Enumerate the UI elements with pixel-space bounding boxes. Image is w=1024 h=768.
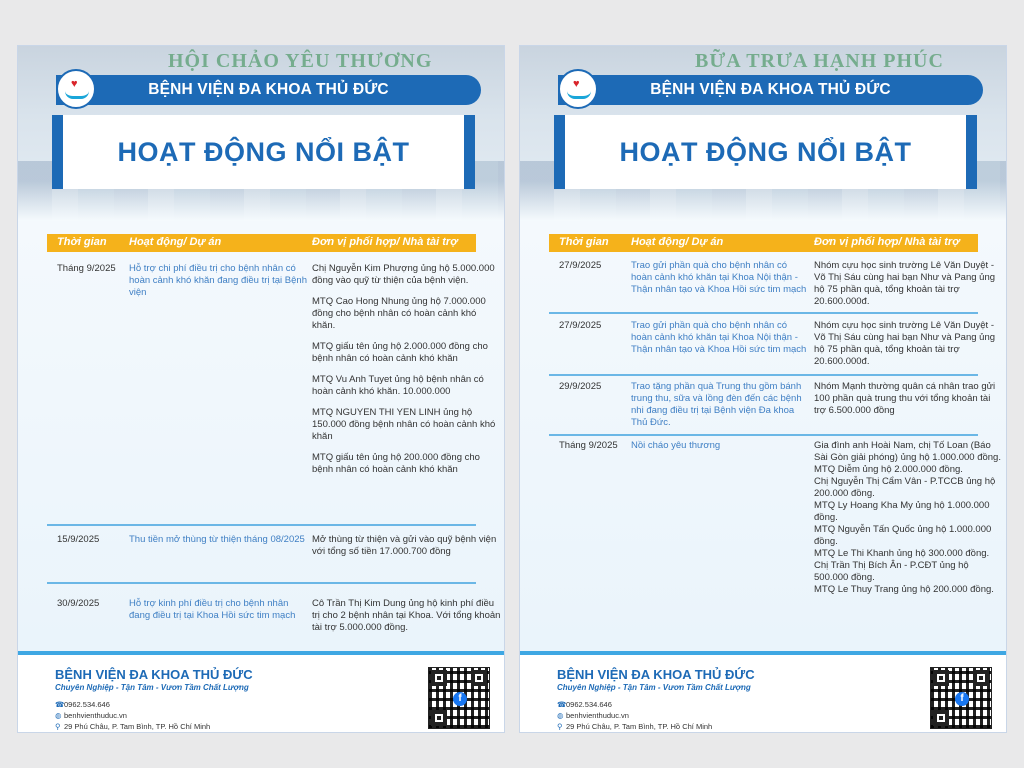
row-partners [814,260,1004,308]
hospital-name: BỆNH VIỆN ĐA KHOA THỦ ĐỨC [650,81,891,98]
photo-banner-text: HỘI CHẢO YÊU THƯƠNG [168,50,433,72]
partner-entry: MTQ Vu Anh Tuyet ủng hộ bệnh nhân có hoàn cảnh khó khăn. 10.000.000 [312,374,484,397]
page-title: HOẠT ĐỘNG NỔI BẬT [619,137,912,167]
row-partners [312,598,502,643]
row-date: 29/9/2025 [559,381,602,392]
partner-entry: MTQ Ly Hoang Kha My ủng hộ 1.000.000 đồng. [814,500,990,523]
header-activity: Hoạt động/ Dự án [129,236,222,248]
row-date: Tháng 9/2025 [57,263,116,274]
row-divider [549,312,978,314]
row-partners [814,440,1004,596]
page-right [519,45,1007,733]
photo-banner-text: BỮA TRƯA HẠNH PHÚC [695,50,944,72]
header-time: Thời gian [559,236,609,248]
header-partner: Đơn vị phối hợp/ Nhà tài trợ [312,236,458,248]
partner-entry: Chị Trần Thị Bích Ân - P.CĐT ủng hộ 500.000 đồng. [814,560,969,583]
row-activity: Trao gửi phần quà cho bệnh nhân có hoàn cảnh khó khăn tại Khoa Nội thận - Thận nhân tạo và Khoa Hồi sức tim mạch [631,320,807,355]
row-partners [814,381,1004,417]
partner-entry: MTQ Cao Hong Nhung ủng hộ 7.000.000 đồng cho bệnh nhân có hoàn cảnh khó khăn. [312,296,486,331]
hospital-name: BỆNH VIỆN ĐA KHOA THỦ ĐỨC [148,81,389,98]
row-divider [47,582,476,584]
hospital-name-bar [56,75,481,105]
row-partners [312,534,502,567]
partner-entry: MTQ Le Thuy Trang ủng hộ 200.000 đồng. [814,584,994,595]
footer-address: ⚲ 29 Phú Châu, P. Tam Bình, TP. Hồ Chí Minh [557,722,713,731]
table-header [549,234,978,252]
partner-entry: Nhóm cựu học sinh trường Lê Văn Duyệt - Võ Thị Sáu cùng hai bạn Như và Pang ủng hộ 75 phần quà, tổng khoản tài trợ 20.600.000đ. [814,320,996,367]
globe-icon: ◍ [557,711,564,720]
table-header [47,234,476,252]
partner-entry: MTQ Nguyễn Tấn Quốc ủng hộ 1.000.000 đồng. [814,524,992,547]
row-activity: Trao gửi phần quà cho bệnh nhân có hoàn cảnh khó khăn tại Khoa Nội thận - Thận nhân tạo và Khoa Hồi sức tim mạch [631,260,807,295]
partner-entry: Nhóm cựu học sinh trường Lê Văn Duyệt - Võ Thị Sáu cùng hai bạn Như và Pang ủng hộ 75 phần quà, tổng khoản tài trợ 20.600.000đ. [814,260,996,307]
page-left [17,45,505,733]
facebook-icon: f [453,692,467,706]
footer-address: ⚲ 29 Phú Châu, P. Tam Bình, TP. Hồ Chí Minh [55,722,211,731]
footer [520,655,1006,733]
row-activity: Thu tiền mở thùng từ thiện tháng 08/2025 [129,534,305,545]
footer-hospital-name: BỆNH VIỆN ĐA KHOA THỦ ĐỨC [55,667,253,682]
partner-entry: Nhóm Mạnh thường quân cá nhân trao gửi 100 phần quà trung thu với tổng khoản tài trợ 6.500.000 đồng [814,381,996,416]
facebook-icon: f [955,692,969,706]
footer-hospital-name: BỆNH VIỆN ĐA KHOA THỦ ĐỨC [557,667,755,682]
row-divider [549,434,978,436]
globe-icon: ◍ [55,711,62,720]
hospital-logo: ♥ [558,69,598,109]
footer-slogan: Chuyên Nghiệp - Tận Tâm - Vươn Tầm Chất Lượng [55,683,249,692]
partner-entry: Chị Nguyễn Thị Cẩm Vân - P.TCCB ủng hộ 200.000 đồng. [814,476,996,499]
header-activity: Hoạt động/ Dự án [631,236,724,248]
location-pin-icon: ⚲ [55,722,61,731]
partner-entry: MTQ giấu tên ủng hộ 2.000.000 đồng cho bệnh nhân có hoàn cảnh khó khăn [312,341,488,364]
row-date: Tháng 9/2025 [559,440,618,451]
row-partners [312,263,502,485]
title-box [52,115,475,189]
title-box [554,115,977,189]
hospital-logo: ♥ [56,69,96,109]
footer-website[interactable]: ◍ benhvienthuduc.vn [55,711,127,720]
partner-entry: Mở thùng từ thiện và gửi vào quỹ bệnh viện với tổng số tiền 17.000.700 đồng [312,534,497,557]
row-date: 30/9/2025 [57,598,100,609]
phone-icon: ☎ [557,700,567,709]
row-partners [814,320,1004,368]
footer-phone: ☎0962.534.646 [557,700,612,709]
footer-slogan: Chuyên Nghiệp - Tận Tâm - Vươn Tầm Chất Lượng [557,683,751,692]
row-activity: Nồi cháo yêu thương [631,440,721,451]
row-activity: Hỗ trợ chi phí điều trị cho bệnh nhân có hoàn cảnh khó khăn đang điều trị tại Bệnh viện [129,263,307,298]
partner-entry: MTQ Le Thi Khanh ủng hộ 300.000 đồng. [814,548,990,559]
footer-phone: ☎0962.534.646 [55,700,110,709]
header-partner: Đơn vị phối hợp/ Nhà tài trợ [814,236,960,248]
row-activity: Hỗ trợ kinh phí điều trị cho bệnh nhân đang điều trị tại Khoa Hồi sức tim mạch [129,598,296,621]
qr-code-icon[interactable] [428,667,490,729]
location-pin-icon: ⚲ [557,722,563,731]
row-date: 15/9/2025 [57,534,100,545]
page-title: HOẠT ĐỘNG NỔI BẬT [117,137,410,167]
partner-entry: MTQ NGUYEN THI YEN LINH ủng hộ 150.000 đồng bệnh nhân có hoàn cảnh khó khăn [312,407,496,442]
footer [18,655,504,733]
row-activity: Trao tặng phần quà Trung thu gồm bánh trung thu, sữa và lồng đèn đến các bệnh nhi đang điều trị tại Bệnh viện Đa khoa Thủ Đức. [631,381,802,428]
partner-entry: Gia đình anh Hoài Nam, chị Tố Loan (Báo Sài Gòn giải phóng) ủng hộ 1.000.000 đồng. [814,440,1001,463]
hospital-name-bar [558,75,983,105]
qr-code-icon[interactable] [930,667,992,729]
partner-entry: Chị Nguyễn Kim Phượng ủng hộ 5.000.000 đồng vào quỹ từ thiện của bệnh viện. [312,263,495,286]
row-date: 27/9/2025 [559,320,602,331]
row-divider [549,374,978,376]
header-time: Thời gian [57,236,107,248]
row-date: 27/9/2025 [559,260,602,271]
row-divider [47,524,476,526]
footer-website[interactable]: ◍ benhvienthuduc.vn [557,711,629,720]
partner-entry: Cô Trần Thị Kim Dung ủng hộ kinh phí điều trị cho 2 bệnh nhân tại Khoa. Với tổng khoản tài trợ 5.000.000 đồng. [312,598,501,633]
partner-entry: MTQ giấu tên ủng hộ 200.000 đồng cho bệnh nhân có hoàn cảnh khó khăn [312,452,480,475]
partner-entry: MTQ Diễm ủng hộ 2.000.000 đồng. [814,464,963,475]
phone-icon: ☎ [55,700,65,709]
